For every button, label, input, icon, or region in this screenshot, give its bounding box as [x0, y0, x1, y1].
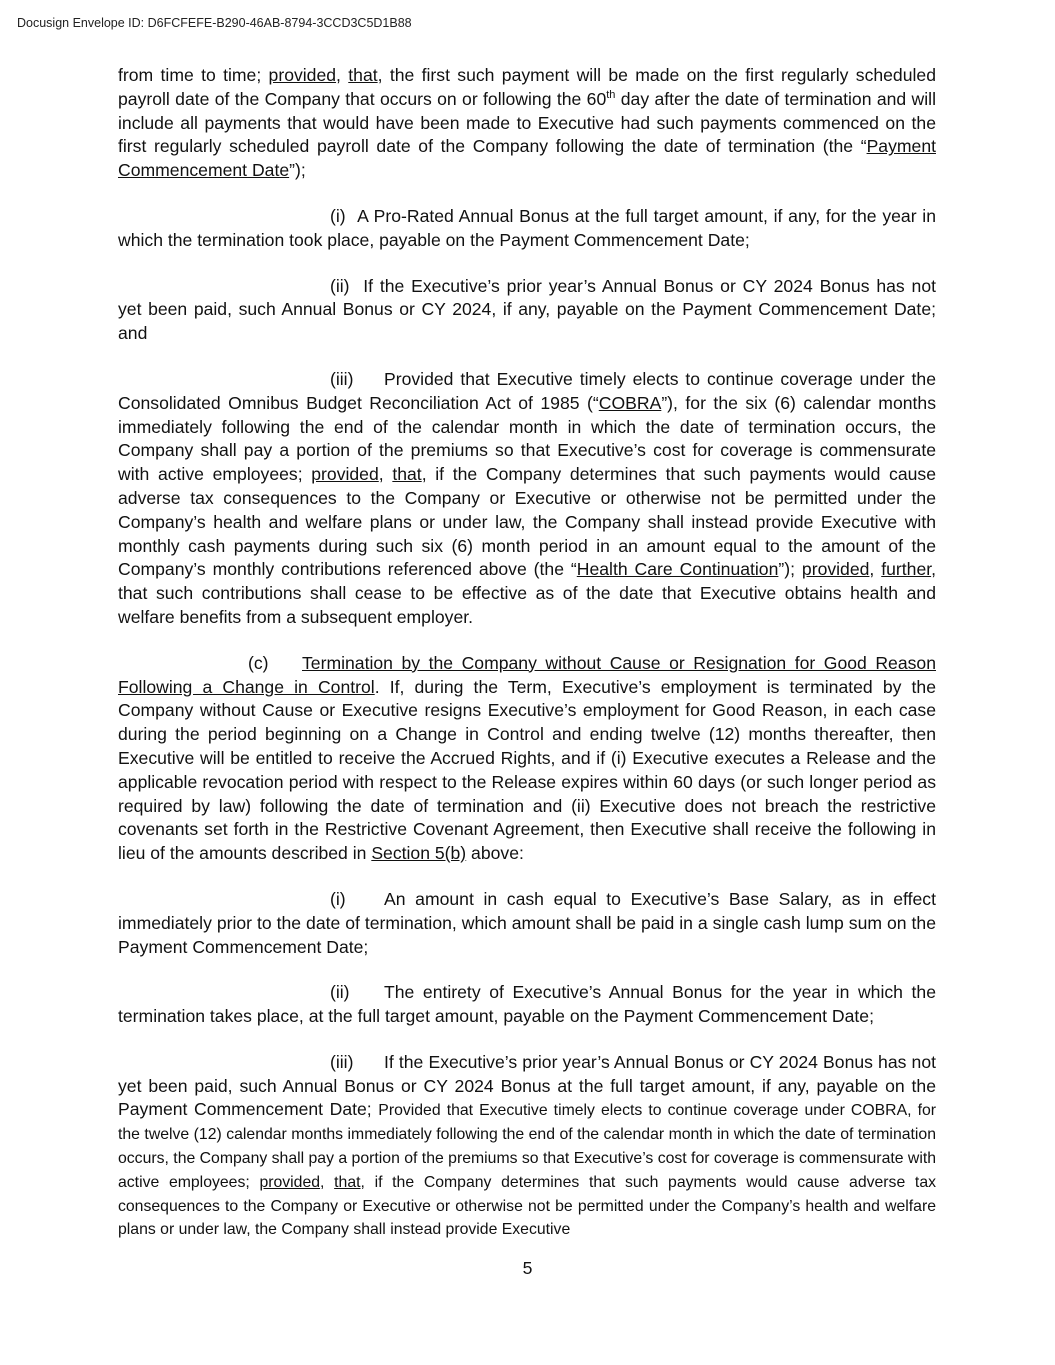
text: ,: [869, 559, 882, 580]
clause-number: (iii): [330, 1051, 354, 1072]
clause-b-i: [118, 205, 936, 253]
clause-number: (ii): [330, 275, 350, 296]
clause-number: (iii): [330, 368, 354, 389]
clause-text: If the Executive’s prior year’s Annual Bonus or CY 2024 Bonus has not yet been paid, such Annual Bonus or CY 2024, if any, payable on the Payment Commencement Date; and: [118, 275, 936, 344]
section-number: (c): [248, 652, 269, 673]
term-that: that: [392, 464, 422, 485]
text: ”);: [778, 559, 802, 580]
text: ”), for the six (6) calendar months immediately following the end of the calendar month in which the date of termination occurs, the Company shall pay a portion of the premiums so that Executive’s cost for coverage is commensurate with active employees;: [118, 392, 936, 485]
text: , if the Company determines that such payments would cause adverse tax consequences to the Company or Executive or otherwise not be permitted under the Company’s health and welfare plans or under law, the Company shall instead provide Executive with monthly cash payments during such six (6) month period in an amount equal to the amount of the Company’s monthly contributions referenced above (the “: [118, 464, 937, 580]
text: ,: [336, 65, 349, 85]
section-reference: Section 5(b): [371, 843, 467, 864]
text: , the first such payment will be made on the first regularly scheduled payroll date of the Company that occurs on or following the 60: [118, 65, 936, 109]
text: Provided that Executive timely elects to continue coverage under COBRA, for the twelve (12) calendar months immediately following the end of the calendar month in which the date of termination occurs, the Company shall pay a portion of the premiums so that Executive’s cost for coverage is commensurate with active employees;: [118, 1102, 937, 1191]
clause-b-iii: [118, 368, 936, 630]
clause-text: The entirety of Executive’s Annual Bonus for the year in which the termination takes place, at the full target amount, payable on the Payment Commencement Date;: [118, 982, 936, 1027]
term-provided: provided: [311, 464, 379, 485]
superscript: th: [606, 88, 616, 101]
text: ”);: [289, 160, 306, 181]
text: Provided that Executive timely elects to continue coverage under the Consolidated Omnibus Budget Reconciliation Act of 1985 (“: [118, 368, 936, 413]
term-provided: provided: [801, 559, 870, 580]
text: , if the Company determines that such payments would cause adverse tax consequences to the Company or Executive or otherwise not be permitted under the Company’s health and welfare plans or under law, the Company shall instead provide Executive: [118, 1173, 937, 1239]
term-provided: provided: [259, 1173, 321, 1191]
clause-c-i: [118, 888, 936, 959]
term-provided: provided: [268, 65, 337, 85]
clause-b-ii: [118, 275, 936, 346]
defined-term-payment-commencement-date: Payment Commencement Date: [118, 136, 936, 181]
text: above:: [466, 843, 524, 864]
paragraph-payment-timing: [118, 64, 936, 183]
text: , that such contributions shall cease to be effective as of the date that Executive obtains health and welfare benefits from a subsequent employer.: [118, 559, 937, 627]
text: day after the date of termination and will include all payments that would have been made to Executive had such payments commenced on the first regularly scheduled payroll date of the Company following the date of termination (the “: [118, 88, 936, 157]
clause-number: (ii): [330, 982, 350, 1003]
clause-c-ii: [118, 981, 936, 1029]
clause-number: (i): [330, 205, 346, 226]
clause-number: (i): [330, 888, 346, 909]
text: ,: [320, 1173, 335, 1191]
term-that: that: [334, 1173, 361, 1191]
text: If the Executive’s prior year’s Annual Bonus or CY 2024 Bonus has not yet been paid, such Annual Bonus or CY 2024 Bonus at the full target amount, if any, payable on the Payment Commencement Date;: [118, 1051, 936, 1120]
page-number: 5: [522, 1258, 533, 1278]
text: ,: [378, 464, 393, 485]
text: . If, during the Term, Executive’s employment is terminated by the Company without Cause or Executive resigns Executive’s employment for Good Reason, in each case during the period beginning on a Change in Control and ending twelve (12) months thereafter, then Executive will be entitled to receive the Accrued Rights, and if (i) Executive executes a Release and the applicable revocation period with respect to the Release expires within 60 days (or such longer period as required by law) following the date of termination and (ii) Executive does not breach the restrictive covenants set forth in the Restrictive Covenant Agreement, then Executive shall receive the following in lieu of the amounts described in: [118, 676, 936, 864]
term-that: that: [348, 65, 378, 85]
clause-text: A Pro-Rated Annual Bonus at the full target amount, if any, for the year in which the termination took place, payable on the Payment Commencement Date;: [118, 205, 936, 250]
term-further: further: [881, 559, 932, 580]
clause-text: An amount in cash equal to Executive’s Base Salary, as in effect immediately prior to the date of termination, which amount shall be paid in a single cash lump sum on the Payment Commencement Date;: [118, 888, 936, 957]
defined-term-health-care-continuation: Health Care Continuation: [576, 559, 779, 580]
text: from time to time;: [118, 65, 269, 85]
section-heading: Termination by the Company without Cause or Resignation for Good Reason Following a Change in Control: [118, 652, 936, 697]
clause-c-iii: [118, 1051, 936, 1241]
section-c: [118, 652, 936, 866]
document-body: [118, 64, 936, 1241]
defined-term-cobra: COBRA: [598, 392, 662, 413]
envelope-id: Docusign Envelope ID: D6FCFEFE-B290-46AB-8794-3CCD3C5D1B88: [17, 16, 412, 30]
